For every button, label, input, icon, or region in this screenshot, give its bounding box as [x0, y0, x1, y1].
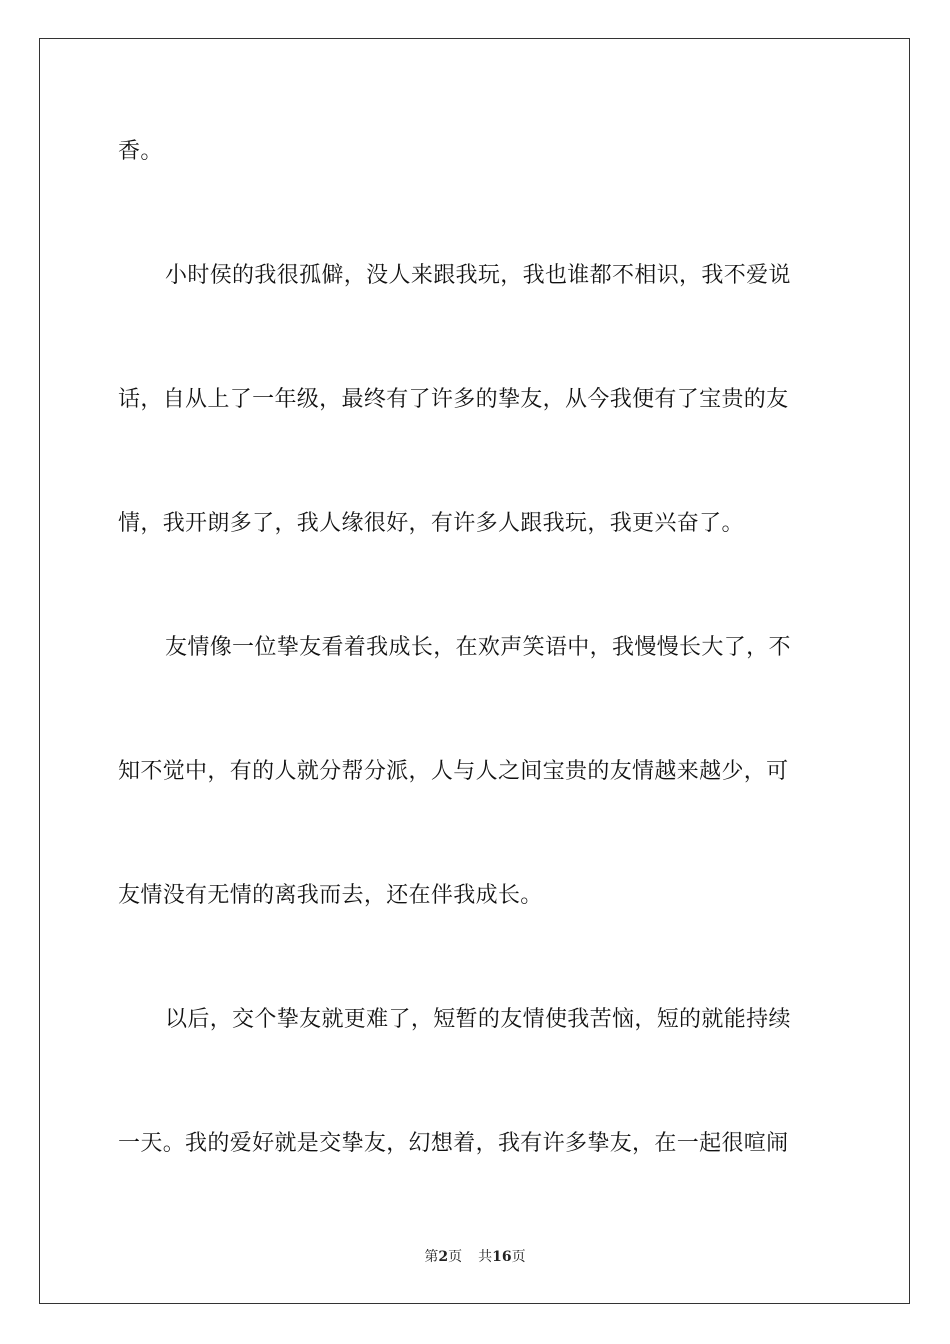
page-footer	[0, 1247, 950, 1267]
text-line-8: 以后，交个挚友就更难了，短暂的友情使我苦恼，短的就能持续	[165, 1007, 791, 1032]
text-line-4: 情，我开朗多了，我人缘很好，有许多人跟我玩，我更兴奋了。	[118, 511, 744, 536]
page-number: 2	[438, 1249, 449, 1265]
page-border	[39, 38, 910, 1304]
total-suffix: 页	[511, 1249, 526, 1265]
text-line-9: 一天。我的爱好就是交挚友，幻想着，我有许多挚友，在一起很喧闹	[118, 1131, 789, 1156]
text-line-1: 香。	[118, 139, 163, 164]
page-prefix: 第	[424, 1249, 439, 1265]
text-line-6: 知不觉中，有的人就分帮分派，人与人之间宝贵的友情越来越少，可	[118, 759, 789, 784]
page-suffix: 页	[448, 1249, 463, 1265]
text-line-3: 话，自从上了一年级，最终有了许多的挚友，从今我便有了宝贵的友	[118, 387, 789, 412]
text-line-5: 友情像一位挚友看着我成长，在欢声笑语中，我慢慢长大了，不	[165, 635, 791, 660]
total-pages: 16	[492, 1249, 512, 1265]
total-prefix: 共	[478, 1249, 493, 1265]
text-line-2: 小时侯的我很孤僻，没人来跟我玩，我也谁都不相识，我不爱说	[165, 263, 791, 288]
text-line-7: 友情没有无情的离我而去，还在伴我成长。	[118, 883, 543, 908]
